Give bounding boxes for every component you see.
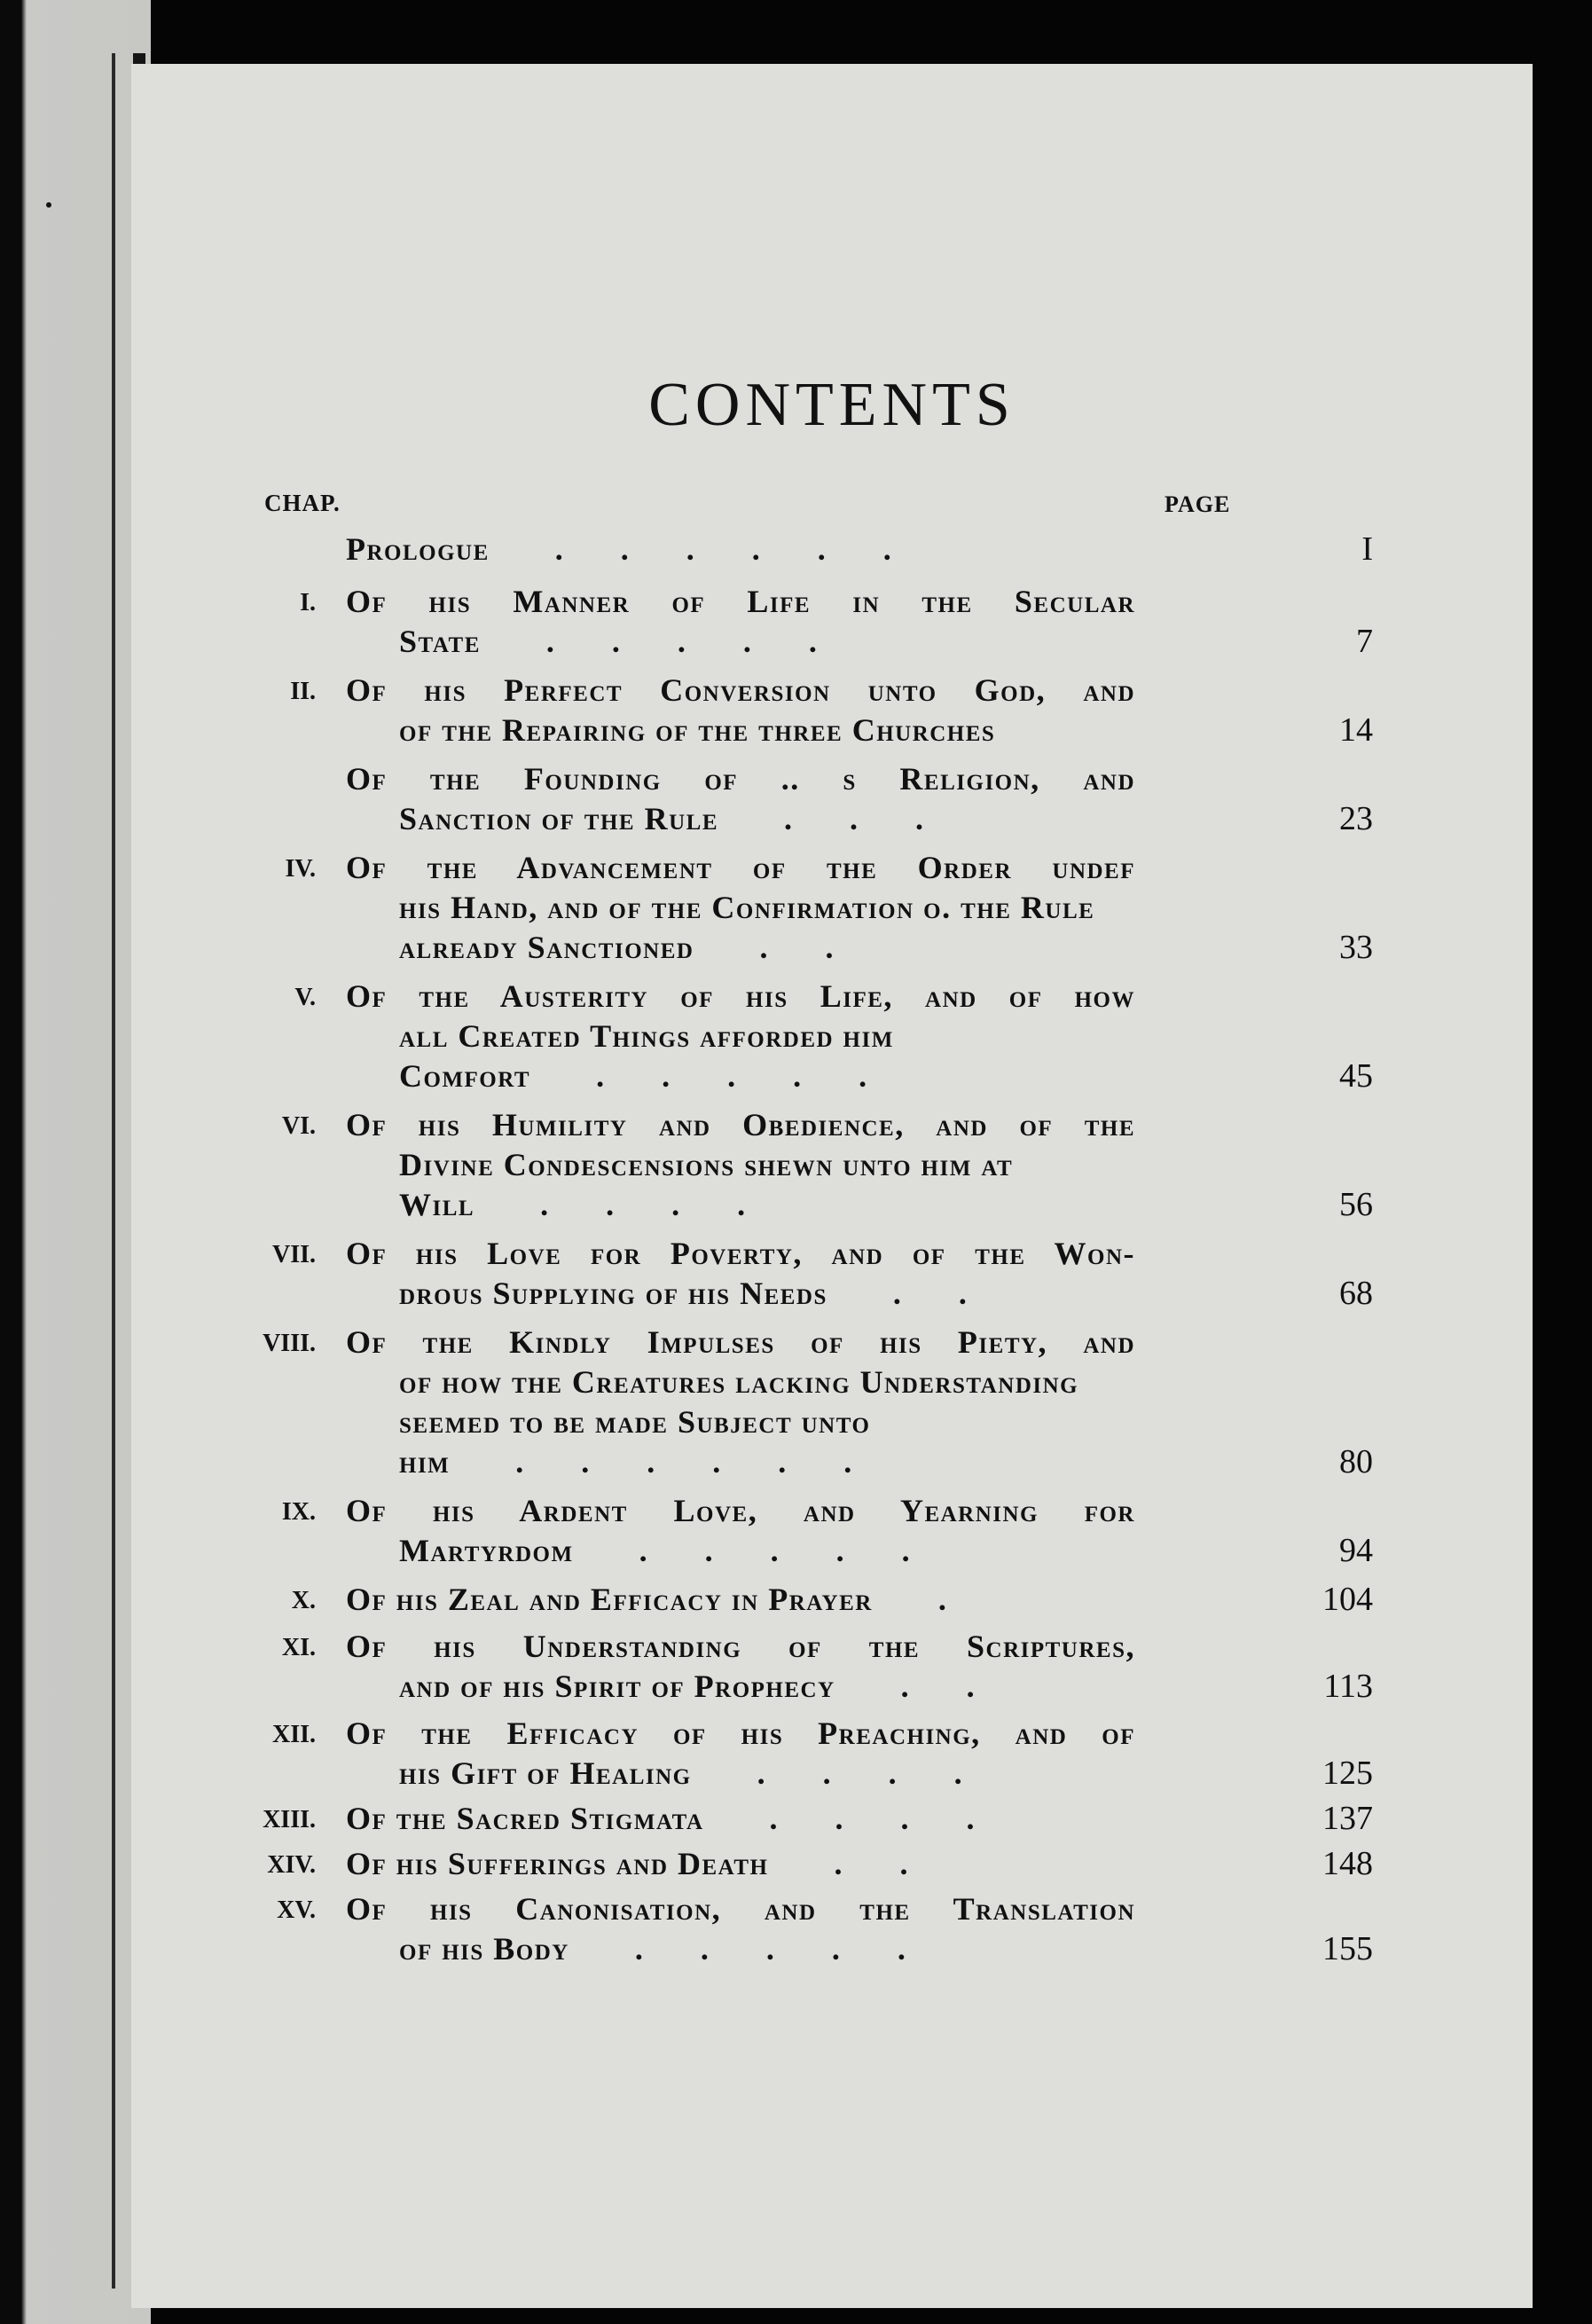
chapter-title-line: Of the Founding of .. s Religion, and (346, 761, 1135, 797)
chapter-number: IV. (285, 855, 316, 883)
dot-leader: . (872, 1582, 971, 1617)
chapter-title-continuation: State . . . . . (399, 624, 842, 659)
page-number: 80 (1339, 1443, 1373, 1480)
dot-leader: . . . . (691, 1755, 987, 1791)
chapter-title (346, 1491, 1135, 1571)
chapter-number: X. (291, 1587, 316, 1614)
chapter-number: XI. (281, 1634, 316, 1661)
contents-entry (220, 759, 1391, 839)
chapter-title-line: Of his Manner of Life in the Secular (346, 584, 1135, 619)
page-number: 56 (1339, 1186, 1373, 1223)
chapter-title (346, 1627, 1135, 1707)
chapter-number: XII. (271, 1721, 316, 1748)
chapter-title-continuation: his Gift of Healing . . . . (399, 1755, 987, 1791)
dot-leader: . . . (718, 801, 949, 836)
chapter-title (346, 1234, 1135, 1314)
chapter-title-continuation: drous Supplying of his Needs . . (399, 1276, 992, 1311)
chapter-title-line: Of his Perfect Conversion unto God, and (346, 672, 1135, 708)
contents-entry (220, 1627, 1391, 1707)
page-number: 7 (1356, 623, 1373, 660)
contents-entry (220, 1889, 1391, 1969)
chapter-title-continuation: Divine Condescensions shewn unto him at Will . . . . (399, 1147, 1014, 1222)
contents-entry (220, 582, 1391, 662)
chapter-number (220, 759, 346, 766)
book-page (131, 64, 1533, 2308)
dust-speck (46, 202, 51, 208)
dot-leader: . . . . . . (489, 531, 916, 567)
chapter-number: VII. (271, 1241, 316, 1268)
page-number: 148 (1322, 1845, 1373, 1882)
page-number: 33 (1339, 929, 1373, 966)
dot-leader: . . (835, 1668, 1000, 1704)
chapter-number: XIII. (263, 1806, 316, 1833)
chapter-title (346, 1889, 1135, 1969)
chapter-title-continuation: of how the Creatures lacking Understanding seemed to be made Subject unto him . . . . . . (399, 1364, 1079, 1480)
chapter-title-continuation: and of his Spirit of Prophecy . . (399, 1668, 1000, 1704)
chapter-title (346, 582, 1135, 662)
chapter-title-continuation: Sanction of the Rule . . . (399, 801, 949, 836)
dot-leader: . . (694, 930, 859, 965)
page-number: 14 (1339, 711, 1373, 749)
page-number: 125 (1322, 1755, 1373, 1792)
chapter-title-line: Of his Humility and Obedience, and of the (346, 1107, 1135, 1142)
chap-column-header: CHAP. (264, 490, 341, 516)
dot-leader: . . . . . . (450, 1444, 877, 1480)
binding-shadow-line (112, 53, 115, 2289)
chapter-title-line: Prologue . . . . . . (346, 531, 916, 567)
page-number: 104 (1322, 1581, 1373, 1618)
chapter-title (346, 1580, 1135, 1620)
contents-entry (220, 848, 1391, 968)
chapter-title (346, 977, 1135, 1096)
chapter-number: XIV. (267, 1851, 316, 1879)
chapter-title (346, 759, 1135, 839)
contents-entry (220, 1491, 1391, 1571)
contents-entry (220, 977, 1391, 1096)
page-title: CONTENTS (648, 371, 1016, 439)
contents-entry (220, 1714, 1391, 1794)
dot-leader: . . (827, 1276, 992, 1311)
chapter-title (346, 530, 1135, 569)
dot-leader: . . . . . (530, 1058, 892, 1094)
chapter-title-continuation: of the Repairing of the three Churches (399, 712, 996, 748)
page-number: 68 (1339, 1275, 1373, 1312)
page-number: 94 (1339, 1532, 1373, 1569)
dot-leader: . . . . . (569, 1931, 930, 1967)
chapter-title-line: Of his Ardent Love, and Yearning for (346, 1493, 1135, 1528)
chapter-number: I. (300, 589, 316, 616)
page-column-header: PAGE (1165, 491, 1231, 517)
dot-leader: . . . . (703, 1801, 1000, 1836)
chapter-title-line: Of the Efficacy of his Preaching, and of (346, 1716, 1135, 1751)
chapter-number: IX. (281, 1498, 316, 1526)
chapter-number: V. (294, 984, 316, 1011)
page-number: 137 (1322, 1800, 1373, 1837)
chapter-title (346, 848, 1135, 968)
chapter-number: VIII. (263, 1330, 316, 1357)
chapter-title-line: Of the Kindly Impulses of his Piety, and (346, 1324, 1135, 1360)
chapter-title-continuation: his Hand, and of the Confirmation o. the Rule already Sanctioned . . (399, 890, 1095, 965)
page-number: I (1361, 530, 1373, 568)
chapter-title (346, 1714, 1135, 1794)
chapter-number: VI. (281, 1112, 316, 1140)
contents-entry (220, 1234, 1391, 1314)
contents-entry (220, 1105, 1391, 1225)
chapter-title-line: Of the Austerity of his Life, and of how (346, 978, 1135, 1014)
chapter-number (220, 530, 346, 537)
page-number: 45 (1339, 1057, 1373, 1095)
chapter-title (346, 1105, 1135, 1225)
contents-entry (220, 1799, 1391, 1839)
chapter-number: II. (290, 678, 316, 705)
page-number: 113 (1323, 1668, 1373, 1705)
contents-list (220, 521, 1391, 1969)
chapter-title (346, 1799, 1135, 1839)
chapter-title-line: Of the Advancement of the Order undef (346, 850, 1135, 885)
chapter-number: XV. (277, 1896, 316, 1924)
dot-leader: . . . . . (480, 624, 842, 659)
chapter-title-continuation: all Created Things afforded him Comfort . . . . . (399, 1018, 894, 1094)
contents-entry (220, 1844, 1391, 1884)
chapter-title (346, 1844, 1135, 1884)
chapter-title-continuation: of his Body . . . . . (399, 1931, 930, 1967)
page-number: 155 (1322, 1930, 1373, 1967)
dot-leader: . . (768, 1846, 933, 1881)
chapter-title-line: Of his Understanding of the Scriptures, (346, 1629, 1135, 1664)
chapter-title-line: Of the Sacred Stigmata . . . . (346, 1801, 1000, 1836)
chapter-title-line: Of his Love for Poverty, and of the Won- (346, 1236, 1135, 1271)
chapter-title (346, 671, 1135, 750)
contents-entry (220, 530, 1391, 569)
chapter-title-line: Of his Canonisation, and the Translation (346, 1891, 1135, 1927)
page-number: 23 (1339, 800, 1373, 837)
dot-leader: . . . . . (573, 1533, 935, 1568)
chapter-title-continuation: Martyrdom . . . . . (399, 1533, 935, 1568)
contents-entry (220, 1323, 1391, 1482)
chapter-title-line: Of his Zeal and Efficacy in Prayer . (346, 1582, 971, 1617)
dot-leader: . . . . (474, 1187, 771, 1222)
chapter-title-line: Of his Sufferings and Death . . (346, 1846, 933, 1881)
binding-gutter (0, 0, 151, 2324)
chapter-title (346, 1323, 1135, 1482)
contents-entry (220, 671, 1391, 750)
contents-entry (220, 1580, 1391, 1620)
